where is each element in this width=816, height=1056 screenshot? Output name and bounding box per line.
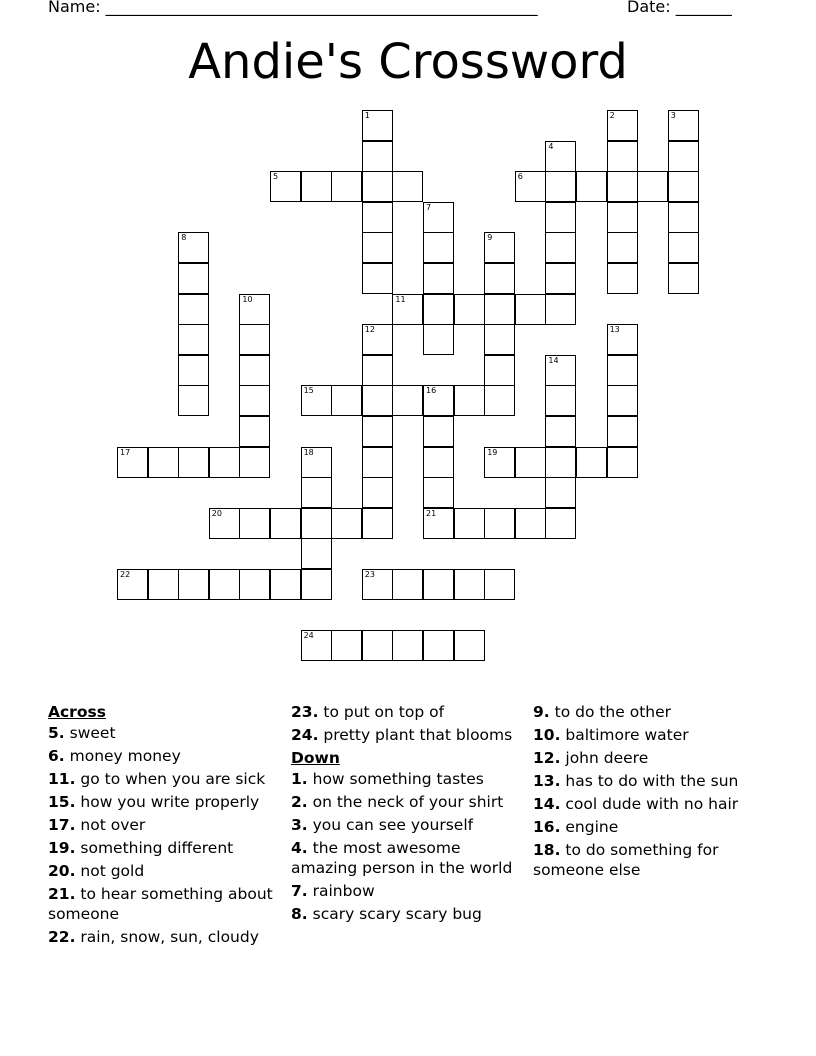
grid-cell[interactable]: [545, 416, 576, 447]
grid-cell[interactable]: [668, 141, 699, 172]
clue-text: to do the other: [549, 703, 672, 721]
grid-cell[interactable]: [484, 232, 515, 263]
clue-text: john deere: [560, 749, 649, 767]
grid-cell[interactable]: [239, 447, 270, 478]
clue-item: [533, 794, 769, 814]
page-title: Andie's Crossword: [188, 34, 628, 90]
grid-cell[interactable]: [545, 294, 576, 325]
clue-item: [533, 725, 769, 745]
clue-item: [533, 748, 769, 768]
cell-number: 15: [303, 386, 314, 396]
cell-number: 13: [609, 325, 620, 335]
clue-number: 15.: [48, 793, 76, 811]
grid-cell[interactable]: [362, 569, 393, 600]
cell-number: 8: [181, 233, 187, 243]
grid-cell[interactable]: [423, 263, 454, 294]
grid-cell[interactable]: [178, 569, 209, 600]
grid-cell[interactable]: [331, 630, 362, 661]
grid-cell[interactable]: [301, 630, 332, 661]
clue-text: pretty plant that blooms: [318, 726, 513, 744]
clue-number: 14.: [533, 795, 561, 813]
cell-number: 2: [609, 111, 615, 120]
grid-cell[interactable]: [423, 630, 454, 661]
grid-cell[interactable]: [362, 202, 393, 233]
clue-text: money money: [64, 747, 181, 765]
grid-cell[interactable]: [301, 569, 332, 600]
clue-text: sweet: [64, 724, 116, 742]
grid-cell[interactable]: [301, 538, 332, 569]
clue-number: 8.: [291, 905, 308, 923]
clue-text: cool dude with no hair: [560, 795, 739, 813]
grid-cell[interactable]: [362, 385, 393, 416]
grid-cell[interactable]: [239, 508, 270, 539]
grid-cell[interactable]: [484, 355, 515, 386]
grid-cell[interactable]: [392, 569, 423, 600]
grid-cell[interactable]: [423, 508, 454, 539]
clue-text: on the neck of your shirt: [307, 793, 504, 811]
clue-item: [48, 723, 280, 743]
grid-cell[interactable]: [423, 416, 454, 447]
clue-item: [291, 881, 527, 901]
grid-cell[interactable]: [545, 263, 576, 294]
grid-cell[interactable]: [209, 447, 240, 478]
clue-number: 11.: [48, 770, 76, 788]
name-field-label: Name: ______________________________________________________: [48, 0, 538, 16]
grid-cell[interactable]: [484, 569, 515, 600]
grid-cell[interactable]: [607, 263, 638, 294]
grid-cell[interactable]: [607, 447, 638, 478]
down-clue-list-continued: [533, 702, 769, 880]
grid-cell[interactable]: [178, 324, 209, 355]
clue-text: not gold: [75, 862, 145, 880]
clue-number: 5.: [48, 724, 65, 742]
grid-cell[interactable]: [454, 385, 485, 416]
clue-text: how you write properly: [75, 793, 260, 811]
grid-cell[interactable]: [117, 447, 148, 478]
cell-number: 17: [120, 447, 131, 457]
clue-item: [533, 817, 769, 837]
clue-item: [291, 725, 527, 745]
grid-cell[interactable]: [362, 447, 393, 478]
clue-number: 20.: [48, 862, 76, 880]
date-field-label: Date: _______: [627, 0, 732, 16]
grid-cell[interactable]: [484, 508, 515, 539]
grid-cell[interactable]: [209, 569, 240, 600]
clue-text: to hear something about someone: [48, 885, 273, 923]
grid-cell[interactable]: [423, 477, 454, 508]
grid-cell[interactable]: [423, 232, 454, 263]
across-heading: Across: [48, 703, 106, 721]
clue-number: 22.: [48, 928, 76, 946]
clue-column-1: [48, 702, 280, 950]
grid-cell[interactable]: [607, 355, 638, 386]
grid-cell[interactable]: [545, 385, 576, 416]
clue-text: not over: [75, 816, 146, 834]
grid-cell[interactable]: [362, 416, 393, 447]
clue-number: 1.: [291, 770, 308, 788]
grid-cell[interactable]: [362, 508, 393, 539]
grid-cell[interactable]: [668, 110, 699, 141]
cell-number: 1: [364, 111, 370, 120]
across-clue-list: [48, 723, 280, 947]
grid-cell[interactable]: [607, 232, 638, 263]
grid-cell[interactable]: [331, 508, 362, 539]
clue-item: [48, 927, 280, 947]
grid-cell[interactable]: [178, 355, 209, 386]
clue-item: [533, 702, 769, 722]
grid-cell[interactable]: [178, 385, 209, 416]
cell-number: 3: [670, 111, 676, 120]
cell-number: 4: [548, 141, 554, 151]
clue-item: [291, 904, 527, 924]
grid-cell[interactable]: [178, 294, 209, 325]
grid-cell[interactable]: [301, 508, 332, 539]
grid-cell[interactable]: [270, 508, 301, 539]
grid-cell[interactable]: [515, 447, 546, 478]
clue-number: 6.: [48, 747, 65, 765]
cell-number: 20: [211, 508, 222, 518]
grid-cell[interactable]: [576, 447, 607, 478]
grid-cell[interactable]: [301, 447, 332, 478]
cell-number: 22: [120, 570, 131, 579]
grid-cell[interactable]: [607, 202, 638, 233]
grid-cell[interactable]: [423, 569, 454, 600]
grid-cell[interactable]: [545, 202, 576, 233]
grid-cell[interactable]: [239, 416, 270, 447]
clue-column-3: [533, 702, 769, 883]
grid-cell[interactable]: [239, 569, 270, 600]
clue-text: go to when you are sick: [75, 770, 266, 788]
clue-text: to put on top of: [318, 703, 445, 721]
clue-item: [533, 771, 769, 791]
grid-cell[interactable]: [668, 171, 699, 202]
clue-text: to do something for someone else: [533, 841, 719, 879]
clue-item: [291, 838, 527, 878]
grid-cell[interactable]: [178, 232, 209, 263]
clue-number: 19.: [48, 839, 76, 857]
clue-number: 12.: [533, 749, 561, 767]
grid-cell[interactable]: [301, 385, 332, 416]
clue-item: [291, 702, 527, 722]
clue-text: something different: [75, 839, 234, 857]
clue-item: [291, 815, 527, 835]
grid-cell[interactable]: [331, 385, 362, 416]
grid-cell[interactable]: [239, 324, 270, 355]
grid-cell[interactable]: [545, 447, 576, 478]
grid-cell[interactable]: [454, 508, 485, 539]
clue-text: scary scary scary bug: [307, 905, 482, 923]
grid-cell[interactable]: [148, 569, 179, 600]
clue-text: engine: [560, 818, 619, 836]
grid-cell[interactable]: [454, 294, 485, 325]
grid-cell[interactable]: [362, 171, 393, 202]
clue-number: 24.: [291, 726, 319, 744]
grid-cell[interactable]: [484, 263, 515, 294]
clue-number: 13.: [533, 772, 561, 790]
clue-number: 4.: [291, 839, 308, 857]
cell-number: 9: [487, 233, 493, 243]
grid-cell[interactable]: [392, 385, 423, 416]
clue-item: [48, 884, 280, 924]
grid-cell[interactable]: [423, 447, 454, 478]
grid-cell[interactable]: [668, 232, 699, 263]
grid-cell[interactable]: [545, 355, 576, 386]
clue-item: [533, 840, 769, 880]
clue-number: 7.: [291, 882, 308, 900]
clue-item: [48, 861, 280, 881]
grid-cell[interactable]: [392, 294, 423, 325]
grid-cell[interactable]: [392, 171, 423, 202]
cell-number: 7: [426, 202, 432, 212]
grid-cell[interactable]: [178, 447, 209, 478]
clue-number: 3.: [291, 816, 308, 834]
grid-cell[interactable]: [301, 477, 332, 508]
grid-cell[interactable]: [668, 202, 699, 233]
grid-cell[interactable]: [362, 324, 393, 355]
grid-cell[interactable]: [423, 324, 454, 355]
clue-item: [48, 838, 280, 858]
cell-number: 11: [395, 294, 406, 304]
grid-cell[interactable]: [545, 232, 576, 263]
grid-cell[interactable]: [668, 263, 699, 294]
grid-cell[interactable]: [270, 171, 301, 202]
clue-number: 10.: [533, 726, 561, 744]
clue-item: [48, 815, 280, 835]
clue-column-2: [291, 702, 527, 927]
grid-cell[interactable]: [270, 569, 301, 600]
grid-cell[interactable]: [423, 202, 454, 233]
down-heading: Down: [291, 749, 340, 767]
grid-cell[interactable]: [607, 416, 638, 447]
clue-text: the most awesome amazing person in the world: [291, 839, 513, 877]
grid-cell[interactable]: [209, 508, 240, 539]
grid-cell[interactable]: [117, 569, 148, 600]
grid-cell[interactable]: [637, 171, 668, 202]
cell-number: 16: [426, 386, 437, 396]
clue-text: baltimore water: [560, 726, 689, 744]
clue-text: rainbow: [307, 882, 375, 900]
grid-cell[interactable]: [331, 171, 362, 202]
grid-cell[interactable]: [423, 385, 454, 416]
clue-number: 18.: [533, 841, 561, 859]
cell-number: 10: [242, 294, 253, 304]
grid-cell[interactable]: [362, 477, 393, 508]
grid-cell[interactable]: [515, 294, 546, 325]
grid-cell[interactable]: [423, 294, 454, 325]
grid-cell[interactable]: [545, 508, 576, 539]
cell-number: 6: [517, 172, 523, 182]
clue-number: 23.: [291, 703, 319, 721]
grid-cell[interactable]: [392, 630, 423, 661]
across-clue-list-continued: [291, 702, 527, 745]
grid-cell[interactable]: [545, 477, 576, 508]
down-clue-list: [291, 769, 527, 924]
clue-number: 2.: [291, 793, 308, 811]
grid-cell[interactable]: [454, 569, 485, 600]
cell-number: 5: [273, 172, 279, 182]
grid-cell[interactable]: [515, 171, 546, 202]
clue-number: 21.: [48, 885, 76, 903]
grid-cell[interactable]: [607, 385, 638, 416]
cell-number: 24: [303, 631, 314, 641]
grid-cell[interactable]: [148, 447, 179, 478]
grid-cell[interactable]: [484, 324, 515, 355]
grid-cell[interactable]: [607, 110, 638, 141]
grid-cell[interactable]: [362, 141, 393, 172]
grid-cell[interactable]: [545, 171, 576, 202]
grid-cell[interactable]: [239, 385, 270, 416]
grid-cell[interactable]: [301, 171, 332, 202]
grid-cell[interactable]: [362, 263, 393, 294]
grid-cell[interactable]: [362, 355, 393, 386]
grid-cell[interactable]: [607, 171, 638, 202]
cell-number: 19: [487, 447, 498, 457]
cell-number: 21: [426, 508, 437, 518]
cell-number: 14: [548, 355, 559, 365]
grid-cell[interactable]: [362, 110, 393, 141]
cell-number: 12: [364, 325, 375, 335]
grid-cell[interactable]: [576, 171, 607, 202]
clue-text: you can see yourself: [307, 816, 474, 834]
grid-cell[interactable]: [178, 263, 209, 294]
clue-item: [291, 792, 527, 812]
clue-number: 17.: [48, 816, 76, 834]
cell-number: 18: [303, 447, 314, 457]
clue-text: rain, snow, sun, cloudy: [75, 928, 259, 946]
grid-cell[interactable]: [484, 385, 515, 416]
grid-cell[interactable]: [484, 294, 515, 325]
clue-item: [48, 792, 280, 812]
cell-number: 23: [364, 570, 375, 579]
grid-cell[interactable]: [607, 324, 638, 355]
grid-cell[interactable]: [545, 141, 576, 172]
clue-text: how something tastes: [307, 770, 484, 788]
clue-item: [48, 746, 280, 766]
grid-cell[interactable]: [515, 508, 546, 539]
grid-cell[interactable]: [239, 294, 270, 325]
grid-cell[interactable]: [239, 355, 270, 386]
grid-cell[interactable]: [362, 232, 393, 263]
grid-cell[interactable]: [454, 630, 485, 661]
clue-item: [291, 769, 527, 789]
grid-cell[interactable]: [484, 447, 515, 478]
clue-number: 9.: [533, 703, 550, 721]
clue-text: has to do with the sun: [560, 772, 739, 790]
clue-item: [48, 769, 280, 789]
grid-cell[interactable]: [362, 630, 393, 661]
grid-cell[interactable]: [607, 141, 638, 172]
clue-number: 16.: [533, 818, 561, 836]
